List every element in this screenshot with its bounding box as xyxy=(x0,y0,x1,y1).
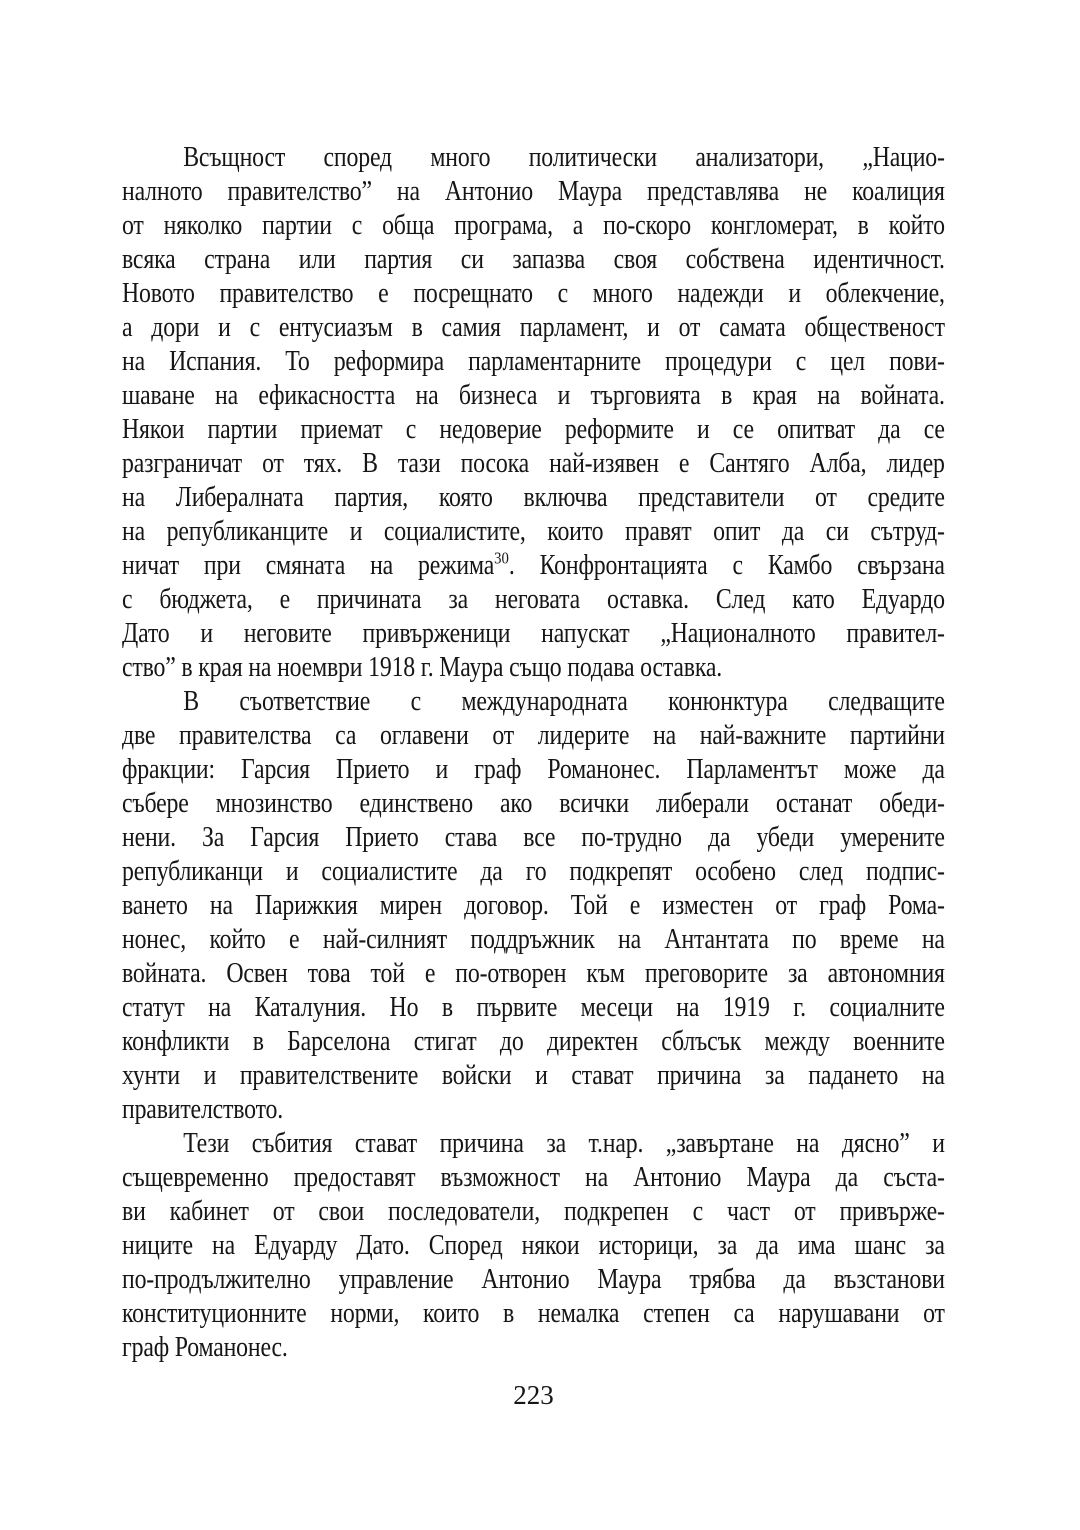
text-line: на Испания. То реформира парламентарните процедури с цел пови- xyxy=(122,346,945,377)
text-line: шаване на ефикасността на бизнеса и търговията в края на войната. xyxy=(122,380,945,411)
text-line: Тези събития стават причина за т.нар. „завъртане на дясно” и xyxy=(183,1128,945,1159)
text-line: Някои партии приемат с недоверие реформите и се опитват да се xyxy=(122,414,945,445)
text-line: две правителства са оглавени от лидерите на най-важните партийни xyxy=(122,720,945,751)
text-line: статут на Каталуния. Но в първите месеци на 1919 г. социалните xyxy=(122,992,945,1023)
text-line: правителството. xyxy=(122,1094,284,1125)
text-line: войната. Освен това той е по-отворен към преговорите за автономния xyxy=(122,958,945,989)
text-line: Дато и неговите привърженици напускат „Националното правител- xyxy=(122,618,945,649)
text-line: с бюджета, е причината за неговата оставка. След като Едуардо xyxy=(122,584,945,615)
text-line: фракции: Гарсия Прието и граф Романонес. Парламентът може да xyxy=(122,754,945,785)
text-line: разграничат от тях. В тази посока най-изявен е Сантяго Алба, лидер xyxy=(122,448,945,479)
text-line: ването на Парижкия мирен договор. Той е изместен от граф Рома- xyxy=(122,890,945,921)
text-line: ничат при смяната на режима$^{30}$. Конфронтацията с Камбо свързана xyxy=(122,548,945,581)
page-number: 223 xyxy=(513,1380,554,1410)
text-line: нени. За Гарсия Прието става все по-трудно да убеди умерените xyxy=(122,822,945,853)
text-line: налното правителство” на Антонио Маура представлява не коалиция xyxy=(122,176,945,207)
text-line: ниците на Едуарду Дато. Според някои историци, за да има шанс за xyxy=(122,1230,945,1261)
text-line: нонес, който е най-силният поддръжник на Антантата по време на xyxy=(122,924,945,955)
text-line: републиканци и социалистите да го подкрепят особено след подпис- xyxy=(122,856,945,887)
text-block xyxy=(122,141,945,1365)
text-line: конфликти в Барселона стигат до директен сблъсък между военните xyxy=(122,1026,945,1057)
text-line: всяка страна или партия си запазва своя собствена идентичност. xyxy=(122,244,945,275)
text-line: а дори и с ентусиазъм в самия парламент, и от самата общественост xyxy=(122,312,945,343)
text-line: Всъщност според много политически анализатори, „Нацио- xyxy=(183,142,945,173)
text-line: същевременно предоставят възможност на Антонио Маура да съста- xyxy=(122,1162,945,1193)
text-line: на Либералната партия, която включва представители от средите xyxy=(122,482,945,513)
text-line: хунти и правителствените войски и стават причина за падането на xyxy=(122,1060,945,1091)
text-line: В съответствие с международната конюнктура следващите xyxy=(183,686,945,717)
text-line: Новото правителство е посрещнато с много надежди и облекчение, xyxy=(122,278,945,309)
text-line: ство” в края на ноември 1918 г. Маура също подава оставка. xyxy=(122,652,723,683)
text-line: граф Романонес. xyxy=(122,1332,288,1363)
text-line: ви кабинет от свои последователи, подкрепен с част от привърже- xyxy=(122,1196,945,1227)
footnote-reference: 30 xyxy=(494,548,509,568)
text-line: на републиканците и социалистите, които правят опит да си сътруд- xyxy=(122,516,945,547)
text-line: по-продължително управление Антонио Маура трябва да възстанови xyxy=(122,1264,945,1295)
text-line: от няколко партии с обща програма, а по-скоро конгломерат, в който xyxy=(122,210,945,241)
text-line: събере мнозинство единствено ако всички либерали останат обеди- xyxy=(122,788,945,819)
text-line: конституционните норми, които в немалка степен са нарушавани от xyxy=(122,1298,945,1329)
